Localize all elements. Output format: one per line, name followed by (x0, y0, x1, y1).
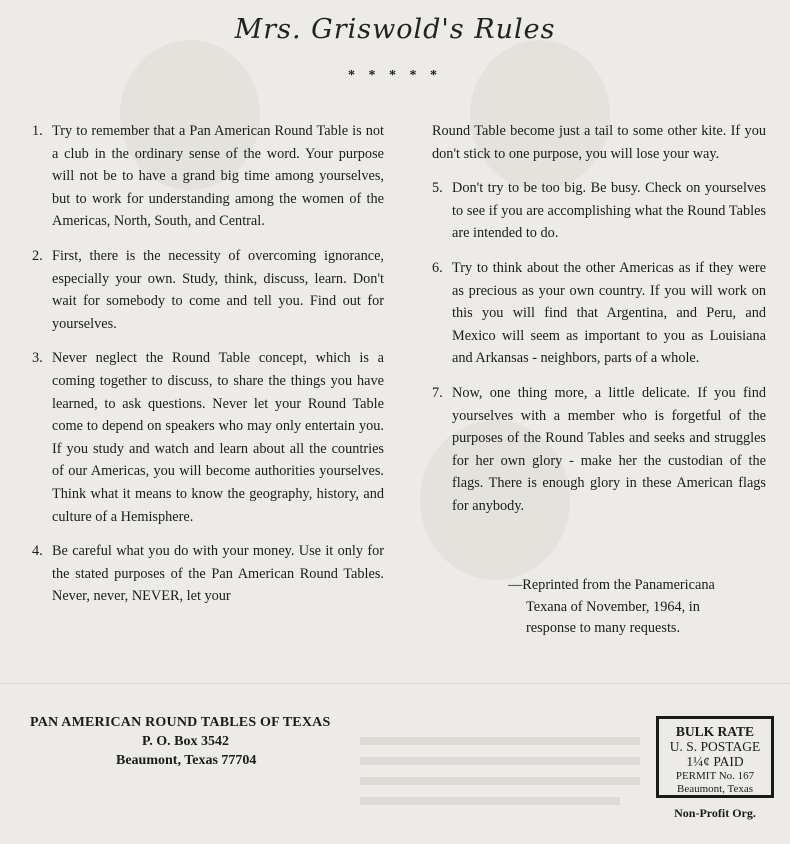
credit-line-3: response to many requests. (526, 620, 681, 636)
address-po-box: P. O. Box 3542 (142, 734, 229, 749)
rule-4-continued: Round Table become just a tail to some other kite. If you don't stick to one purpose, you will lose your way. (432, 123, 766, 162)
rule-text: First, there is the necessity of overcoming ignorance, especially your own. Study, think, discuss, learn. Don't wait for somebody to come and tell you. Find out for yourselves. (52, 247, 384, 332)
return-address (30, 713, 370, 770)
page-title: Mrs. Griswold's Rules (234, 14, 556, 45)
rule-text: Be careful what you do with your money. Use it only for the stated purposes of the Pan American Round Tables. Never, never, NEVER, let your (52, 543, 384, 605)
rule-1 (32, 120, 384, 233)
show-through-text-4 (360, 797, 620, 805)
rule-number: 4. (32, 543, 43, 560)
rule-number: 2. (32, 247, 43, 264)
address-organization: PAN AMERICAN ROUND TABLES OF TEXAS (30, 715, 331, 730)
rule-text: Don't try to be too big. Be busy. Check on yourselves to see if you are accomplishing what the Round Tables are intended to do. (452, 180, 766, 242)
title-separator: * * * * * (348, 68, 442, 83)
left-column (32, 120, 384, 620)
postage-indicia (656, 716, 774, 798)
paper-fold (0, 683, 790, 684)
rule-text: Try to think about the other Americas as if they were as precious as your own country. If you will work on this you will find that Argentina, and Peru, and Mexico will seem as important to you as Louisiana and Arkansas - neighbors, parts of a whole. (452, 259, 766, 367)
address-city: Beaumont, Texas 77704 (116, 753, 257, 768)
rule-2 (32, 245, 384, 335)
show-through-text-3 (360, 777, 640, 785)
indicia-postage: U. S. POSTAGE (669, 739, 761, 754)
rule-6 (432, 257, 766, 370)
indicia-paid: 1¼¢ PAID (686, 754, 744, 769)
rule-text: Now, one thing more, a little delicate. If you find yourselves with a member who is forgetful of the purposes of the Round Tables and seeks and struggles for her own glory - make her the custodian of the flags. There is enough glory in these American flags for anybody. (452, 384, 766, 514)
reprint-credit (508, 575, 768, 640)
credit-line-2: Texana of November, 1964, in (526, 598, 700, 615)
rule-7 (432, 382, 766, 518)
show-through-text-2 (360, 757, 640, 765)
rule-number: 5. (432, 180, 443, 197)
rule-4 (32, 540, 384, 608)
rule-number: 3. (32, 350, 43, 367)
indicia-bulk-rate: BULK RATE (675, 724, 755, 739)
credit-line-1: —Reprinted from the Panamericana (508, 577, 715, 593)
show-through-text-1 (360, 737, 640, 745)
indicia-city: Beaumont, Texas (676, 783, 753, 795)
rule-text: Try to remember that a Pan American Round Table is not a club in the ordinary sense of the word. Your purpose will not be to have a grand big time among yourselves, but to work for understanding among the women of the Americas, North, South, and Central. (52, 123, 384, 230)
rule-text: Never neglect the Round Table concept, which is a coming together to discuss, to share the things you have learned, to ask questions. Never let your Round Table come to depend on speakers who may only entertain you. If you study and watch and learn about all the countries of our Americas, you will become authorities yourselves. Think what it means to know the geography, history, and culture of a Hemisphere. (52, 350, 384, 525)
rule-number: 7. (432, 384, 443, 401)
rule-number: 1. (32, 123, 43, 139)
rule-number: 6. (432, 259, 443, 276)
nonprofit-label: Non-Profit Org. (674, 806, 756, 820)
rule-5 (432, 177, 766, 245)
rule-3 (32, 347, 384, 528)
indicia-permit: PERMIT No. 167 (675, 770, 755, 782)
right-column (432, 120, 766, 530)
